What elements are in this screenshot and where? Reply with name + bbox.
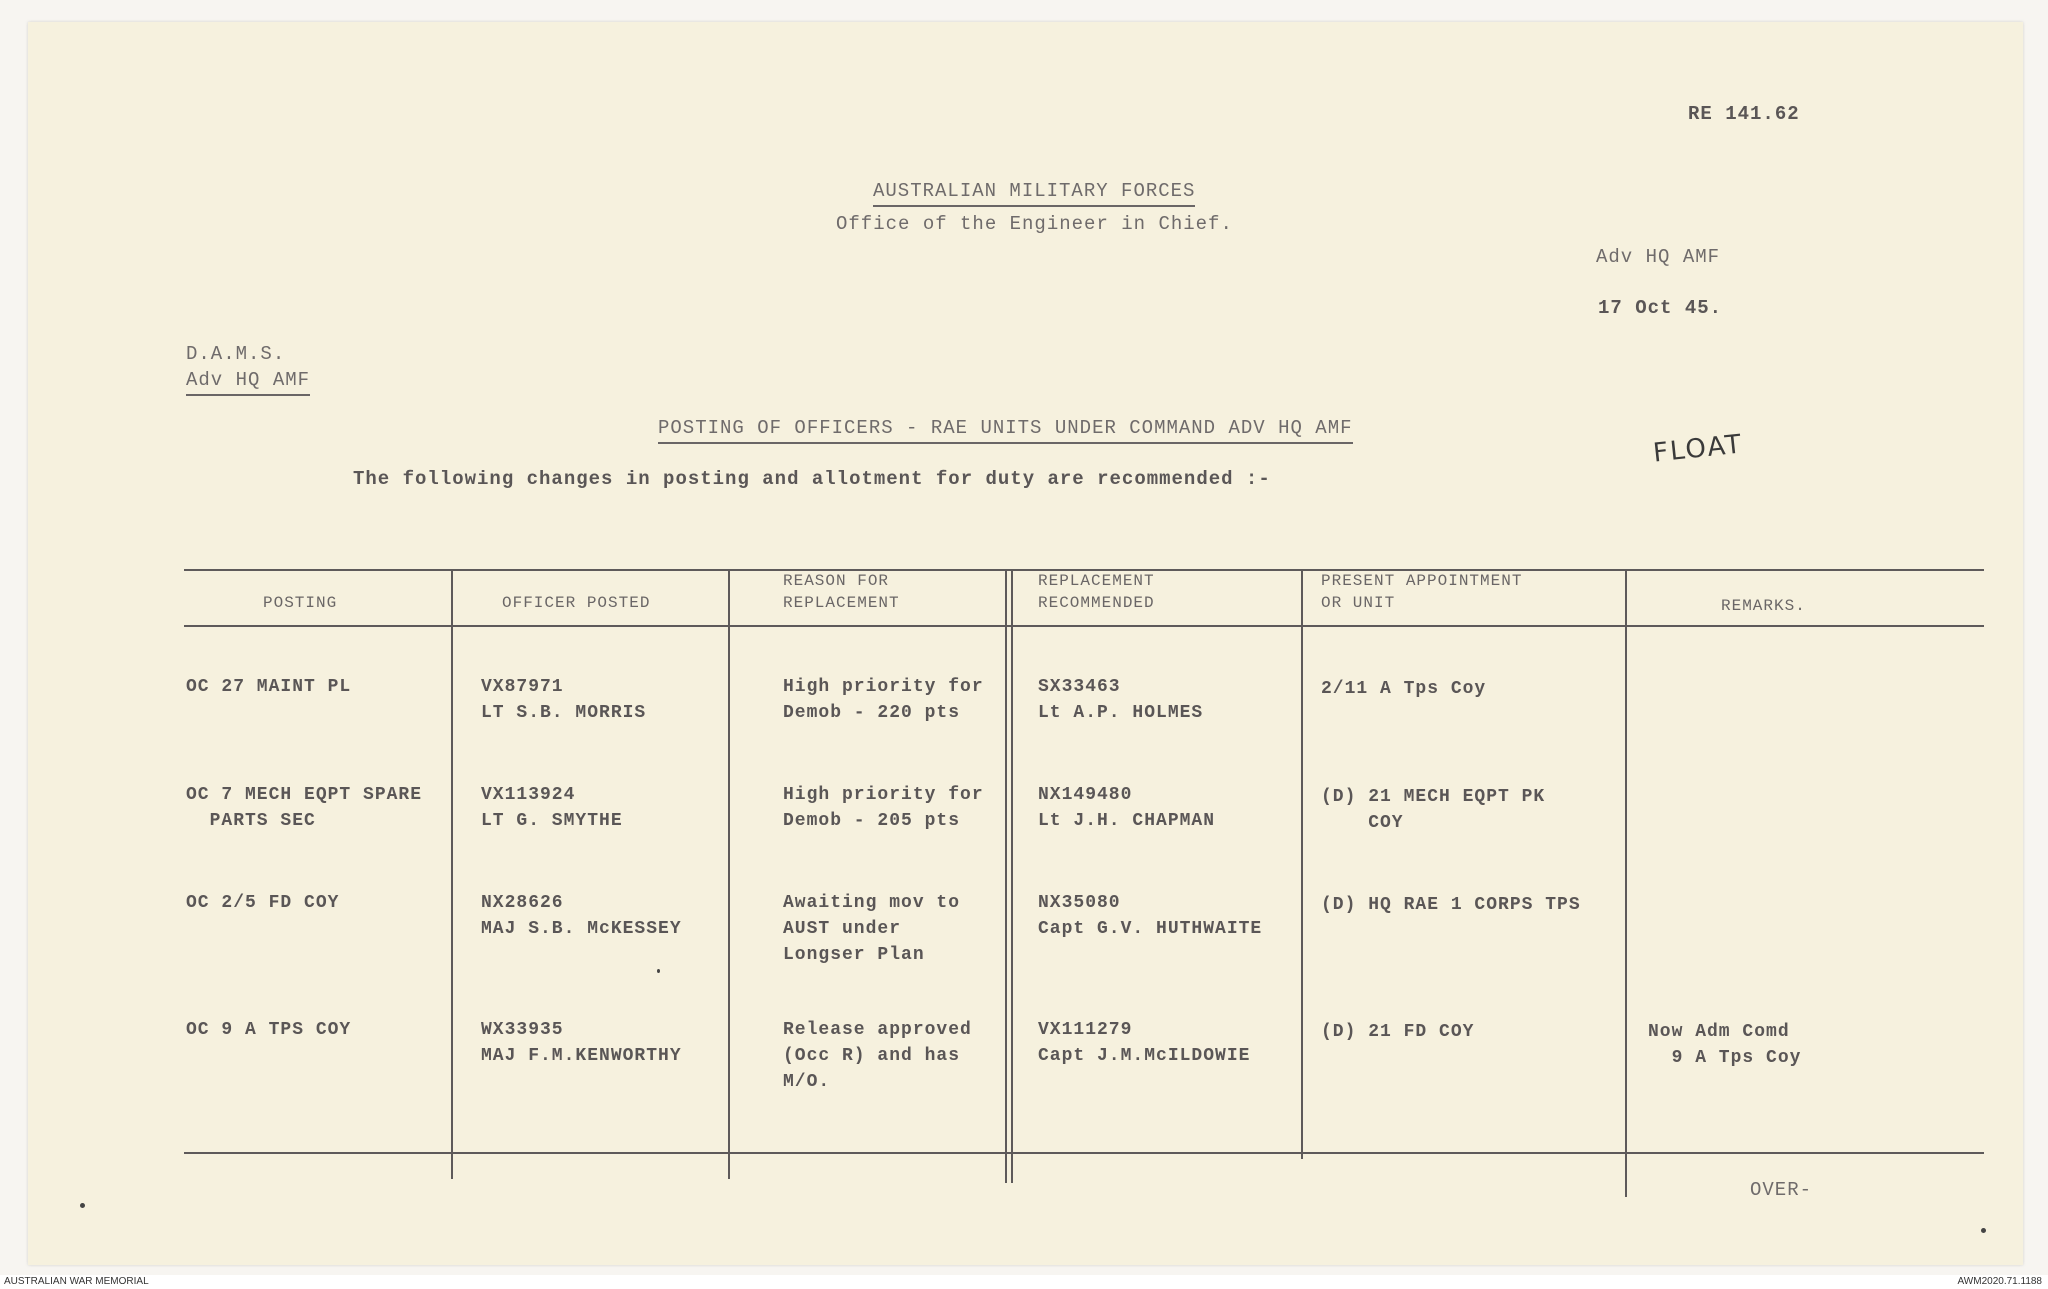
continuation-marker: OVER- [1750, 1179, 1813, 1201]
intro-sentence: The following changes in posting and allotment for duty are recommended :- [353, 468, 1271, 490]
punch-mark [80, 1203, 85, 1208]
punch-mark [1981, 1228, 1986, 1233]
addressee-line-1: D.A.M.S. [186, 343, 286, 365]
header-posting: POSTING [263, 594, 338, 612]
document-date: 17 Oct 45. [1598, 297, 1723, 319]
cell-posting: OC 27 MAINT PL [186, 677, 352, 697]
archive-reference: AWM2020.71.1188 [1957, 1276, 2042, 1287]
cell-reason: High priority for Demob - 205 pts [783, 785, 984, 831]
document-page [28, 22, 2023, 1265]
sender-location: Adv HQ AMF [1596, 246, 1721, 268]
header-reason: REASON FOR REPLACEMENT [783, 572, 900, 612]
header-remarks: REMARKS. [1721, 597, 1806, 615]
subject-line: POSTING OF OFFICERS - RAE UNITS UNDER COMMAND ADV HQ AMF [658, 415, 1353, 444]
header-officer-posted: OFFICER POSTED [502, 594, 651, 612]
cell-officer: VX87971 LT S.B. MORRIS [481, 677, 647, 723]
archive-name: AUSTRALIAN WAR MEMORIAL [4, 1276, 149, 1287]
office-line: Office of the Engineer in Chief. [836, 213, 1233, 235]
cell-replacement: NX35080 Capt G.V. HUTHWAITE [1038, 893, 1263, 939]
table-bottom-rule [184, 1152, 1984, 1154]
column-divider-2 [728, 569, 730, 1179]
cell-reason: Release approved (Occ R) and has M/O. [783, 1020, 972, 1092]
document-heading: AUSTRALIAN MILITARY FORCES [873, 178, 1195, 207]
cell-replacement: VX111279 Capt J.M.McILDOWIE [1038, 1020, 1251, 1066]
cell-present: (D) HQ RAE 1 CORPS TPS [1321, 895, 1581, 915]
ink-speck [657, 969, 660, 973]
cell-posting: OC 9 A TPS COY [186, 1020, 352, 1040]
cell-replacement: NX149480 Lt J.H. CHAPMAN [1038, 785, 1216, 831]
cell-officer: WX33935 MAJ F.M.KENWORTHY [481, 1020, 682, 1066]
column-divider-4 [1301, 569, 1303, 1159]
cell-reason: High priority for Demob - 220 pts [783, 677, 984, 723]
cell-posting: OC 7 MECH EQPT SPARE PARTS SEC [186, 785, 423, 831]
cell-officer: VX113924 LT G. SMYTHE [481, 785, 623, 831]
table-header-rule [184, 625, 1984, 627]
cell-reason: Awaiting mov to AUST under Longser Plan [783, 893, 961, 965]
cell-present: (D) 21 MECH EQPT PK COY [1321, 787, 1546, 833]
column-divider-5 [1625, 569, 1627, 1197]
column-divider-3 [1005, 569, 1007, 1183]
header-replacement: REPLACEMENT RECOMMENDED [1038, 572, 1155, 612]
cell-officer: NX28626 MAJ S.B. McKESSEY [481, 893, 682, 939]
handwritten-note: FLOAT [1651, 429, 1745, 469]
column-divider-1 [451, 569, 453, 1179]
addressee-line-2: Adv HQ AMF [186, 367, 310, 396]
column-divider-3b [1011, 569, 1013, 1183]
reference-number: RE 141.62 [1688, 103, 1800, 125]
cell-posting: OC 2/5 FD COY [186, 893, 340, 913]
cell-present: (D) 21 FD COY [1321, 1022, 1475, 1042]
cell-replacement: SX33463 Lt A.P. HOLMES [1038, 677, 1204, 723]
cell-present: 2/11 A Tps Coy [1321, 679, 1487, 699]
header-present-appointment: PRESENT APPOINTMENT OR UNIT [1321, 572, 1523, 612]
cell-remarks: Now Adm Comd 9 A Tps Coy [1648, 1022, 1802, 1068]
archive-footer [0, 1275, 2048, 1289]
